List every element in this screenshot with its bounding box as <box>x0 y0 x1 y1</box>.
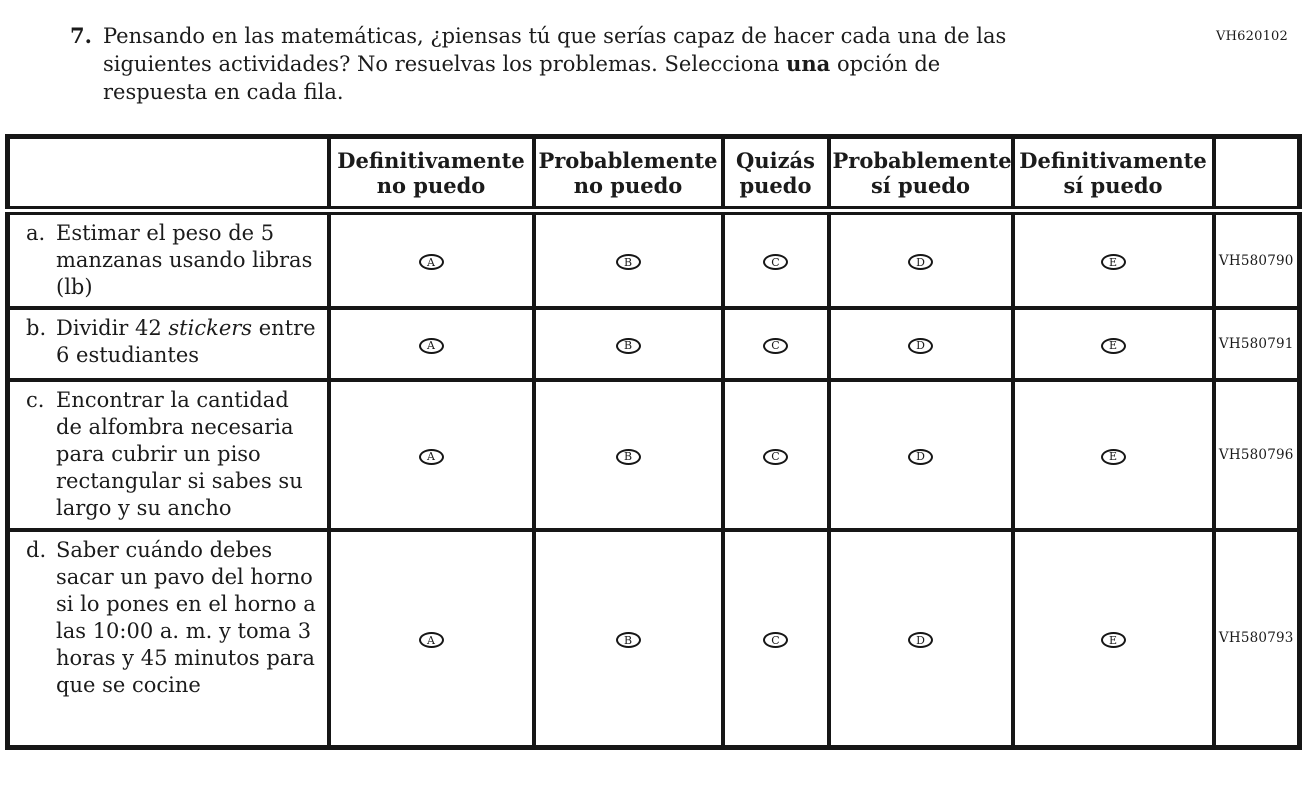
header-row <box>8 137 1300 211</box>
row-code-c: VH580796 <box>1214 380 1300 530</box>
answer-cell <box>723 530 829 747</box>
row-label-b <box>8 308 329 380</box>
response-matrix-table <box>5 134 1302 750</box>
row-letter: d. <box>26 538 47 562</box>
option-bubble-a-E[interactable]: E <box>1101 254 1126 270</box>
answer-cell <box>329 211 534 309</box>
header-text: sí puedo <box>1063 172 1163 198</box>
option-bubble-a-C[interactable]: C <box>763 254 788 270</box>
option-bubble-c-E[interactable]: E <box>1101 449 1126 465</box>
question-line-2 <box>103 50 1006 78</box>
row-letter: c. <box>26 388 45 412</box>
row-label-text: Encontrar la cantidad de alfombra necesaria para cubrir un piso rectangular si sabes su largo y su ancho <box>56 388 303 520</box>
header-text: Definitivamente <box>1019 147 1207 173</box>
header-text: Quizás <box>736 147 815 173</box>
row-letter: b. <box>26 316 47 340</box>
answer-cell <box>534 308 723 380</box>
header-text: no puedo <box>376 172 486 198</box>
option-bubble-b-C[interactable]: C <box>763 338 788 354</box>
option-bubble-b-E[interactable]: E <box>1101 338 1126 354</box>
answer-cell <box>723 211 829 309</box>
option-bubble-c-B[interactable]: B <box>616 449 641 465</box>
option-bubble-a-D[interactable]: D <box>908 254 933 270</box>
option-bubble-d-D[interactable]: D <box>908 632 933 648</box>
answer-cell <box>723 308 829 380</box>
option-bubble-a-B[interactable]: B <box>616 254 641 270</box>
answer-cell <box>829 530 1013 747</box>
row-label-c <box>8 380 329 530</box>
table-row-c <box>8 380 1300 530</box>
answer-cell <box>829 380 1013 530</box>
row-label-text <box>56 315 319 369</box>
question-line-3: respuesta en cada fila. <box>103 80 344 104</box>
row-label-pre: Dividir 42 <box>56 316 169 340</box>
option-bubble-d-C[interactable]: C <box>763 632 788 648</box>
option-bubble-d-E[interactable]: E <box>1101 632 1126 648</box>
answer-cell <box>329 380 534 530</box>
column-header-probablemente-no-puedo <box>534 137 723 211</box>
row-code-b: VH580791 <box>1214 308 1300 380</box>
row-label-d <box>8 530 329 747</box>
answer-cell <box>1013 380 1214 530</box>
column-header-probablemente-si-puedo <box>829 137 1013 211</box>
answer-cell <box>723 380 829 530</box>
row-label-post: entre 6 estudiantes <box>56 316 316 367</box>
row-letter: a. <box>26 221 46 245</box>
answer-cell <box>534 530 723 747</box>
option-bubble-c-C[interactable]: C <box>763 449 788 465</box>
header-text: Definitivamente <box>337 147 525 173</box>
table-row-d <box>8 530 1300 747</box>
header-text: Probablemente <box>832 147 1012 173</box>
row-code-a: VH580790 <box>1214 211 1300 309</box>
question-block <box>70 22 1302 106</box>
option-bubble-b-B[interactable]: B <box>616 338 641 354</box>
question-line-1: Pensando en las matemáticas, ¿piensas tú que serías capaz de hacer cada una de las <box>103 24 1007 48</box>
question-line-2-bold: una <box>786 51 831 76</box>
option-bubble-b-A[interactable]: A <box>419 338 444 354</box>
page-code: VH620102 <box>1216 29 1288 44</box>
answer-cell <box>329 308 534 380</box>
answer-cell <box>534 380 723 530</box>
table-row-b <box>8 308 1300 380</box>
question-line-2-post: opción de <box>830 52 941 76</box>
answer-cell <box>534 211 723 309</box>
column-header-definitivamente-si-puedo <box>1013 137 1214 211</box>
table-row-a <box>8 211 1300 309</box>
row-code-d: VH580793 <box>1214 530 1300 747</box>
answer-cell <box>829 211 1013 309</box>
question-number: 7. <box>70 23 92 48</box>
header-text: Probablemente <box>538 147 718 173</box>
header-text: puedo <box>739 172 812 198</box>
option-bubble-a-A[interactable]: A <box>419 254 444 270</box>
question-line-2-pre: siguientes actividades? No resuelvas los problemas. Selecciona <box>103 52 787 76</box>
column-header-quizas-puedo <box>723 137 829 211</box>
answer-cell <box>829 308 1013 380</box>
answer-cell <box>1013 211 1214 309</box>
question-text <box>103 22 1006 106</box>
header-text: no puedo <box>573 172 683 198</box>
option-bubble-d-B[interactable]: B <box>616 632 641 648</box>
header-code-empty <box>1214 137 1300 211</box>
answer-cell <box>1013 530 1214 747</box>
option-bubble-c-D[interactable]: D <box>908 449 933 465</box>
answer-cell <box>329 530 534 747</box>
row-label-text: Saber cuándo debes sacar un pavo del horno si lo pones en el horno a las 10:00 a. m. y toma 3 horas y 45 minutos para que se cocine <box>56 538 316 697</box>
row-label-italic: stickers <box>168 316 253 340</box>
header-text: sí puedo <box>870 172 971 198</box>
option-bubble-c-A[interactable]: A <box>419 449 444 465</box>
row-label-text: Estimar el peso de 5 manzanas usando libras (lb) <box>56 221 313 299</box>
option-bubble-d-A[interactable]: A <box>419 632 444 648</box>
answer-cell <box>1013 308 1214 380</box>
option-bubble-b-D[interactable]: D <box>908 338 933 354</box>
row-label-a <box>8 211 329 309</box>
header-stub-empty <box>8 137 329 211</box>
column-header-definitivamente-no-puedo <box>329 137 534 211</box>
